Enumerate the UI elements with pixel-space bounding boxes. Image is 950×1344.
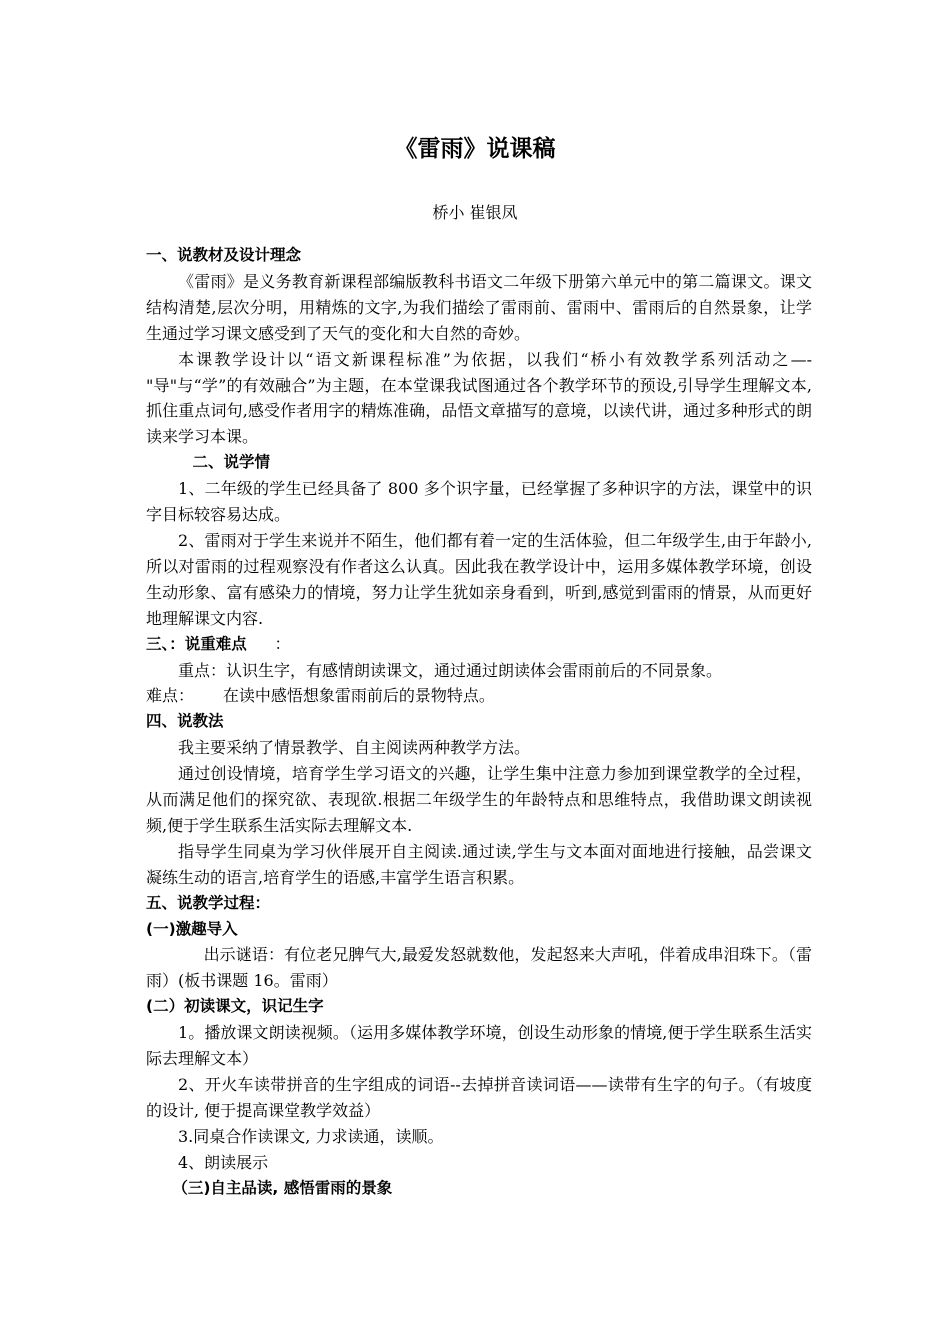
section-4-paragraph-2: 通过创设情境，培育学生学习语文的兴趣，让学生集中注意力参加到课堂教学的全过程，从而满足他们的探究欲、表现欲.根据二年级学生的年龄特点和思维特点，我借助课文朗读视频,便于学生联系生活实际去理解文本.	[146, 764, 812, 835]
section-3-difficulty	[146, 683, 812, 709]
subsection-1-heading: (一)激趣导入	[146, 919, 238, 938]
section-3-heading: 三、：说重难点	[146, 634, 247, 653]
section-5-heading: 五、说教学过程：	[146, 893, 271, 912]
subsection-2-item-2: 2、开火车读带拼音的生字组成的词语--去掉拼音读词语——读带有生字的句子。（有坡度的设计, 便于提高课堂教学效益）	[146, 1075, 812, 1120]
section-2-paragraph-1: 1、二年级的学生已经具备了 800 多个识字量，已经掌握了多种识字的方法，课堂中的识字目标较容易达成。	[146, 479, 812, 525]
section-2-paragraph-2: 2、雷雨对于学生来说并不陌生，他们都有着一定的生活体验，但二年级学生,由于年龄小,所以对雷雨的过程观察没有作者这么认真。因此我在教学设计中，运用多媒体教学环境，创设生动形象、富有感染力的情境，努力让学生犹如亲身看到，听到,感觉到雷雨的情景，从而更好地理解课文内容.	[146, 530, 812, 628]
section-3-key-point: 重点：认识生字，有感情朗读课文，通过通过朗读体会雷雨前后的不同景象。	[178, 660, 723, 680]
subsection-2-heading: (二）初读课文，识记生字	[146, 997, 324, 1016]
subsection-1-paragraph: 出示谜语：有位老兄脾气大,最爱发怒就数他，发起怒来大声吼，伴着成串泪珠下。（雷雨）(板书课题 16。雷雨）	[146, 945, 812, 991]
section-4-heading: 四、说教法	[146, 712, 224, 731]
section-4-paragraph-3: 指导学生同桌为学习伙伴展开自主阅读.通过读,学生与文本面对面地进行接触，品尝课文凝练生动的语言,培育学生的语感,丰富学生语言积累。	[146, 841, 812, 887]
document-title: 《雷雨》说课稿	[394, 136, 556, 162]
section-3-heading-suffix: ：	[274, 634, 291, 653]
section-1-heading: 一、说教材及设计理念	[146, 246, 302, 264]
section-3-heading-line	[146, 632, 812, 658]
section-2-heading: 二、说学情	[192, 453, 271, 472]
subsection-2-item-3: 3.同桌合作读课文, 力求读通，读顺。	[178, 1126, 444, 1146]
section-1-paragraph-1: 《雷雨》是义务教育新课程部编版教科书语文二年级下册第六单元中的第二篇课文。课文结构清楚,层次分明，用精炼的文字,为我们描绘了雷雨前、雷雨中、雷雨后的自然景象，让学生通过学习课文感受到了天气的变化和大自然的奇妙。	[146, 271, 812, 343]
document-body	[146, 243, 812, 1202]
section-1-paragraph-2: 本课教学设计以“语文新课程标准”为依据，以我们“桥小有效教学系列活动之—-"导"与“学”的有效融合”为主题，在本堂课我试图通过各个教学环节的预设,引导学生理解文本,抓住重点词句,感受作者用字的精炼准确，品悟文章描写的意境，以读代讲，通过多种形式的朗读来学习本课。	[146, 349, 812, 447]
subsection-3-heading: （三)自主品读, 感悟雷雨的景象	[172, 1178, 393, 1197]
subsection-2-item-4: 4、朗读展示	[178, 1152, 269, 1172]
subsection-2-item-1: 1。播放课文朗读视频。（运用多媒体教学环境，创设生动形象的情境,便于学生联系生活实际去理解文本）	[146, 1023, 812, 1069]
difficulty-label: 难点：	[146, 686, 195, 706]
difficulty-text: 在读中感悟想象雷雨前后的景物特点。	[222, 686, 495, 706]
section-4-paragraph-1: 我主要采纳了情景教学、自主阅读两种教学方法。	[178, 738, 531, 758]
document-author: 桥小 崔银凤	[432, 203, 518, 222]
